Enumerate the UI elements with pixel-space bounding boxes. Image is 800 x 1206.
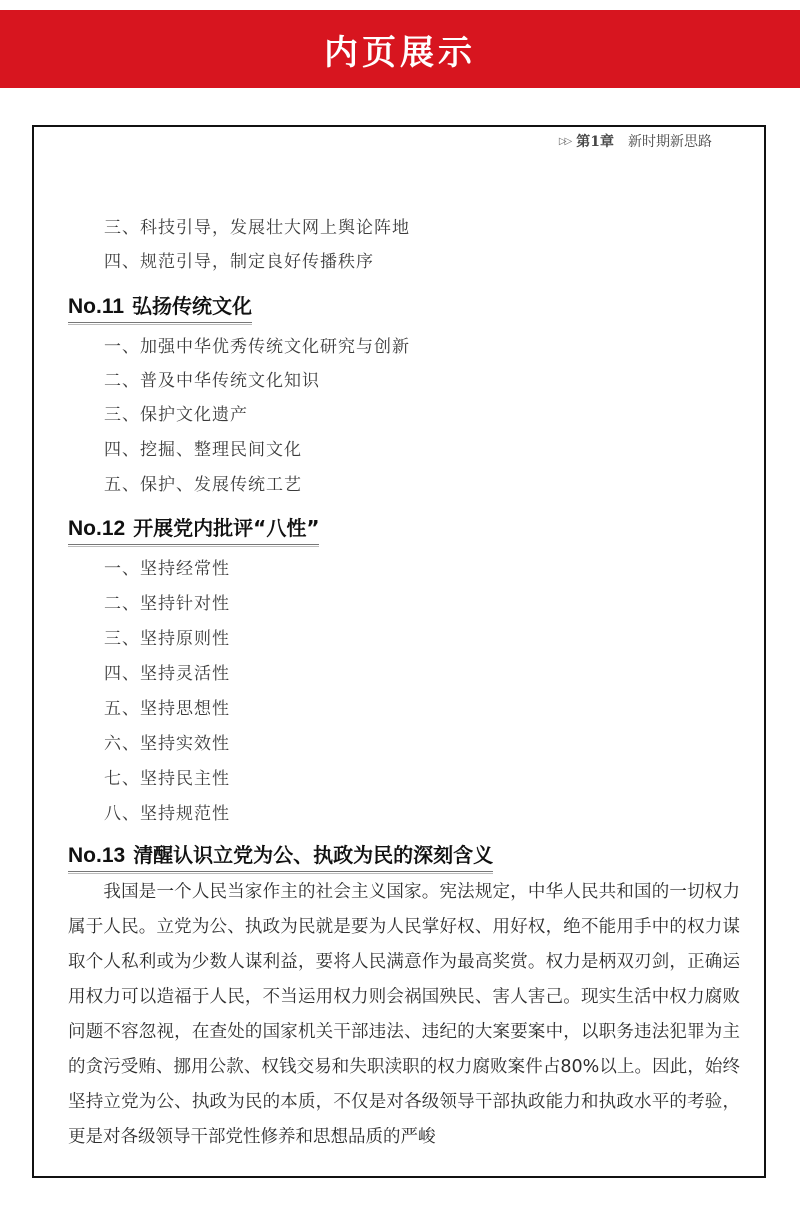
- list-item: 二、普及中华传统文化知识: [104, 371, 320, 391]
- list-item: 一、坚持经常性: [104, 559, 230, 579]
- header-banner: [0, 10, 800, 88]
- section-heading-13: [68, 839, 493, 874]
- list-item: 八、坚持规范性: [104, 804, 230, 824]
- section-title: 弘扬传统文化: [132, 294, 253, 318]
- list-item: 五、坚持思想性: [104, 699, 230, 719]
- body-paragraph: 我国是一个人民当家作主的社会主义国家。宪法规定，中华人民共和国的一切权力属于人民。立党为公、执政为民就是要为人民掌好权、用好权，绝不能用手中的权力谋取个人私利或为少数人谋利益，要将人民满意作为最高奖赏。权力是柄双刃剑，正确运用权力可以造福于人民，不当运用权力则会祸国殃民、害人害己。现实生活中权力腐败问题不容忽视，在查处的国家机关干部违法、违纪的大案要案中，以职务违法犯罪为主的贪污受贿、挪用公款、权钱交易和失职渎职的权力腐败案件占80%以上。因此，始终坚持立党为公、执政为民的本质，不仅是对各级领导干部执政能力和执政水平的考验，更是对各级领导干部党性修养和思想品质的严峻: [68, 882, 740, 1147]
- list-item: 六、坚持实效性: [104, 734, 230, 754]
- section-number: No.12: [68, 517, 126, 540]
- double-triangle-icon: ▷▷: [558, 135, 571, 147]
- section-number: No.13: [68, 844, 126, 867]
- book-page: [32, 125, 766, 1178]
- chapter-title: 新时期新思路: [628, 134, 712, 150]
- section-title: 清醒认识立党为公、执政为民的深刻含义: [133, 843, 494, 867]
- list-item: 四、规范引导，制定良好传播秩序: [104, 252, 374, 272]
- section-number: No.11: [68, 295, 125, 318]
- list-item: 七、坚持民主性: [104, 769, 230, 789]
- section-heading-12: [68, 512, 319, 547]
- chapter-label: 第1章: [576, 134, 614, 150]
- section-title: 开展党内批评“八性”: [133, 516, 320, 540]
- running-head: [559, 131, 712, 151]
- list-item: 四、坚持灵活性: [104, 664, 230, 684]
- list-item: 三、科技引导，发展壮大网上舆论阵地: [104, 218, 410, 238]
- list-item: 一、加强中华优秀传统文化研究与创新: [104, 337, 410, 357]
- banner-title: 内页展示: [324, 32, 476, 73]
- section-heading-11: [68, 290, 252, 325]
- list-item: 四、挖掘、整理民间文化: [104, 440, 302, 460]
- list-item: 三、坚持原则性: [104, 629, 230, 649]
- list-item: 三、保护文化遗产: [104, 405, 248, 425]
- list-item: 二、坚持针对性: [104, 594, 230, 614]
- list-item: 五、保护、发展传统工艺: [104, 475, 302, 495]
